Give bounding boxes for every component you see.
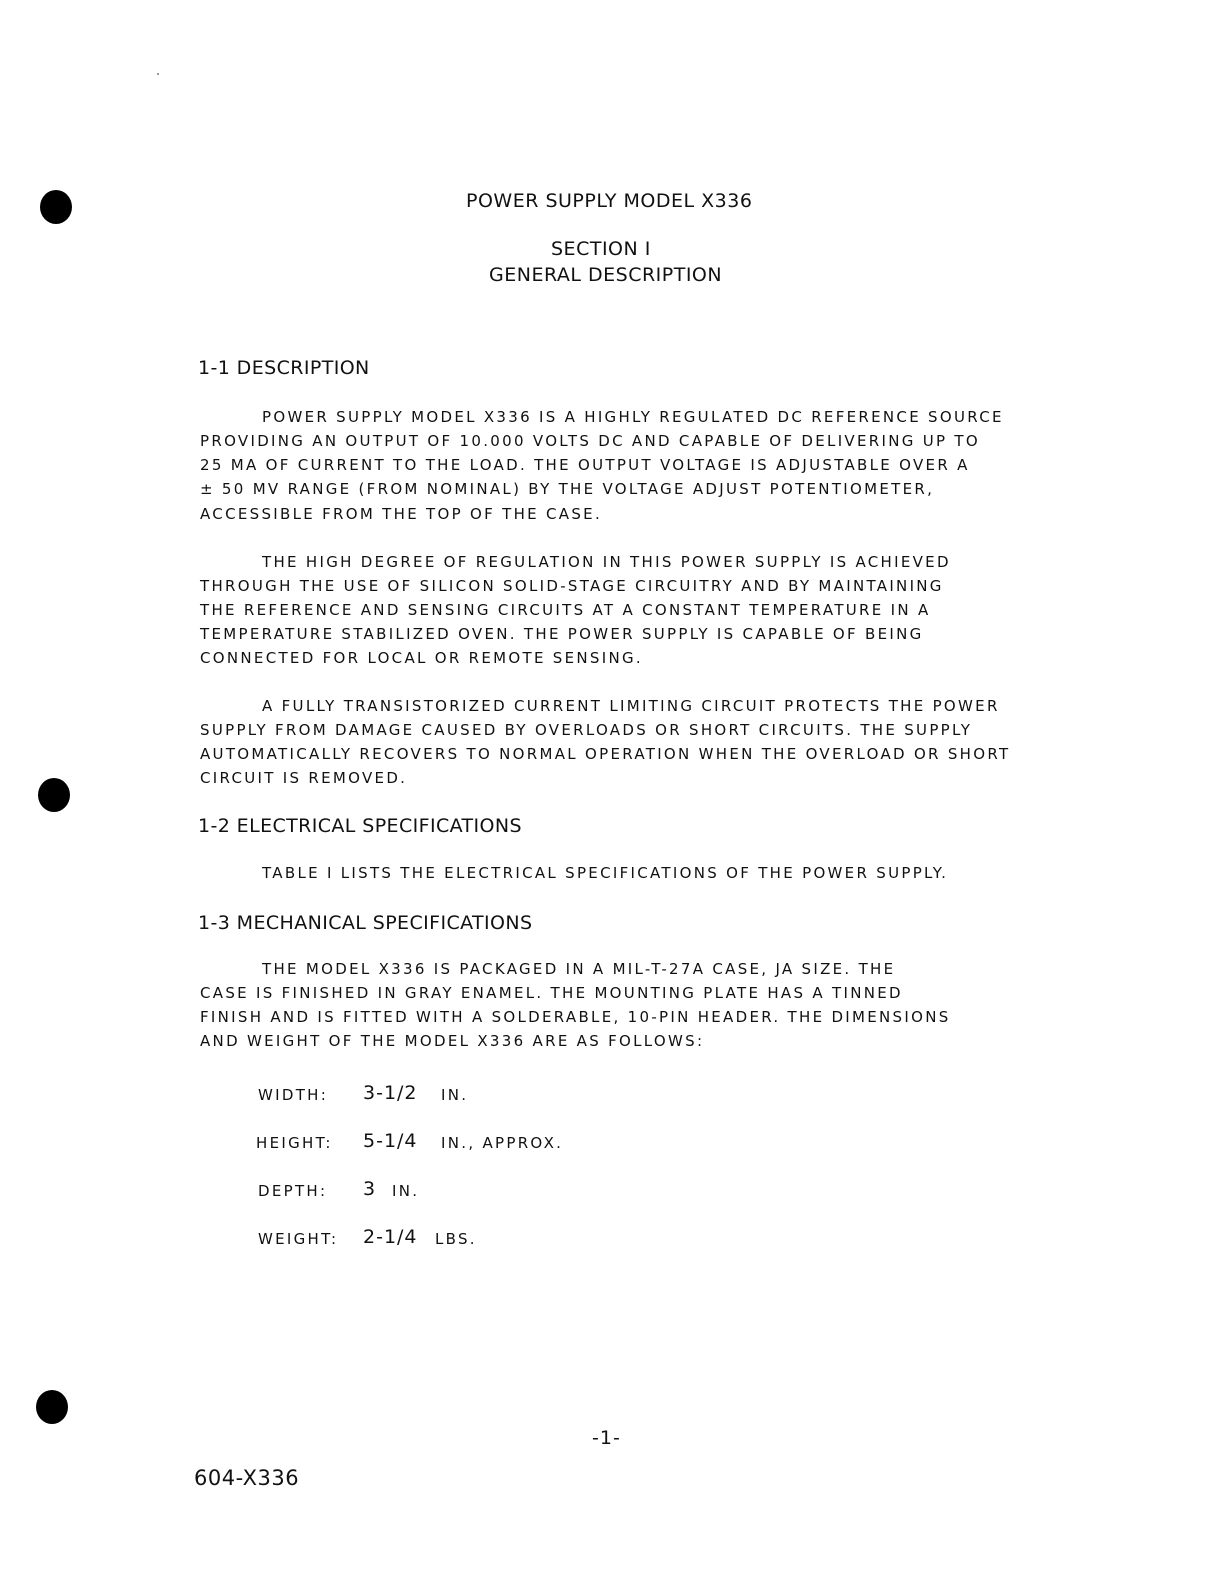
spec-value: 3-1/2 <box>363 1082 418 1104</box>
paragraph-line: CIRCUIT IS REMOVED. <box>200 769 408 787</box>
spec-label: HEIGHT: <box>256 1134 333 1152</box>
spec-value: 3 <box>363 1178 377 1200</box>
spec-unit: IN. <box>441 1086 469 1104</box>
document-id: 604-X336 <box>194 1466 300 1490</box>
paragraph-line: TABLE I LISTS THE ELECTRICAL SPECIFICATIONS OF THE POWER SUPPLY. <box>262 864 949 882</box>
spec-label: WIDTH: <box>258 1086 329 1104</box>
page-number: -1- <box>592 1427 621 1449</box>
paragraph-line: THE REFERENCE AND SENSING CIRCUITS AT A CONSTANT TEMPERATURE IN A <box>200 601 931 619</box>
paragraph-line: POWER SUPPLY MODEL X336 IS A HIGHLY REGULATED DC REFERENCE SOURCE <box>262 408 1004 426</box>
paragraph-line: SUPPLY FROM DAMAGE CAUSED BY OVERLOADS OR SHORT CIRCUITS. THE SUPPLY <box>200 721 973 739</box>
spec-value: 5-1/4 <box>363 1130 418 1152</box>
paragraph-line: A FULLY TRANSISTORIZED CURRENT LIMITING CIRCUIT PROTECTS THE POWER <box>262 697 1000 715</box>
paragraph-line: THE MODEL X336 IS PACKAGED IN A MIL-T-27A CASE, JA SIZE. THE <box>262 960 896 978</box>
paragraph-line: AUTOMATICALLY RECOVERS TO NORMAL OPERATION WHEN THE OVERLOAD OR SHORT <box>200 745 1011 763</box>
paragraph-line: CONNECTED FOR LOCAL OR REMOTE SENSING. <box>200 649 643 667</box>
paragraph-line: ± 50 MV RANGE (FROM NOMINAL) BY THE VOLTAGE ADJUST POTENTIOMETER, <box>200 480 935 498</box>
spec-unit: LBS. <box>435 1230 477 1248</box>
spec-value: 2-1/4 <box>363 1226 418 1248</box>
punch-hole-bottom <box>36 1390 68 1424</box>
section-number: SECTION I <box>551 238 651 260</box>
paragraph-line: FINISH AND IS FITTED WITH A SOLDERABLE, 10-PIN HEADER. THE DIMENSIONS <box>200 1008 951 1026</box>
heading-1-3: 1-3 MECHANICAL SPECIFICATIONS <box>198 912 533 934</box>
spec-unit: IN., APPROX. <box>441 1134 564 1152</box>
paragraph-line: THE HIGH DEGREE OF REGULATION IN THIS POWER SUPPLY IS ACHIEVED <box>262 553 951 571</box>
punch-hole-middle <box>38 778 70 812</box>
section-title: GENERAL DESCRIPTION <box>489 264 723 286</box>
scan-speck <box>157 73 159 75</box>
paragraph-line: THROUGH THE USE OF SILICON SOLID-STAGE CIRCUITRY AND BY MAINTAINING <box>200 577 944 595</box>
paragraph-line: PROVIDING AN OUTPUT OF 10.000 VOLTS DC AND CAPABLE OF DELIVERING UP TO <box>200 432 980 450</box>
heading-1-1: 1-1 DESCRIPTION <box>198 357 370 379</box>
spec-unit: IN. <box>392 1182 420 1200</box>
heading-1-2: 1-2 ELECTRICAL SPECIFICATIONS <box>198 815 522 837</box>
spec-label: DEPTH: <box>258 1182 328 1200</box>
paragraph-line: CASE IS FINISHED IN GRAY ENAMEL. THE MOUNTING PLATE HAS A TINNED <box>200 984 903 1002</box>
punch-hole-top <box>40 190 72 224</box>
document-title: POWER SUPPLY MODEL X336 <box>466 190 753 212</box>
paragraph-line: AND WEIGHT OF THE MODEL X336 ARE AS FOLLOWS: <box>200 1032 705 1050</box>
paragraph-line: ACCESSIBLE FROM THE TOP OF THE CASE. <box>200 505 603 523</box>
spec-label: WEIGHT: <box>258 1230 339 1248</box>
paragraph-line: 25 MA OF CURRENT TO THE LOAD. THE OUTPUT VOLTAGE IS ADJUSTABLE OVER A <box>200 456 970 474</box>
paragraph-line: TEMPERATURE STABILIZED OVEN. THE POWER SUPPLY IS CAPABLE OF BEING <box>200 625 924 643</box>
